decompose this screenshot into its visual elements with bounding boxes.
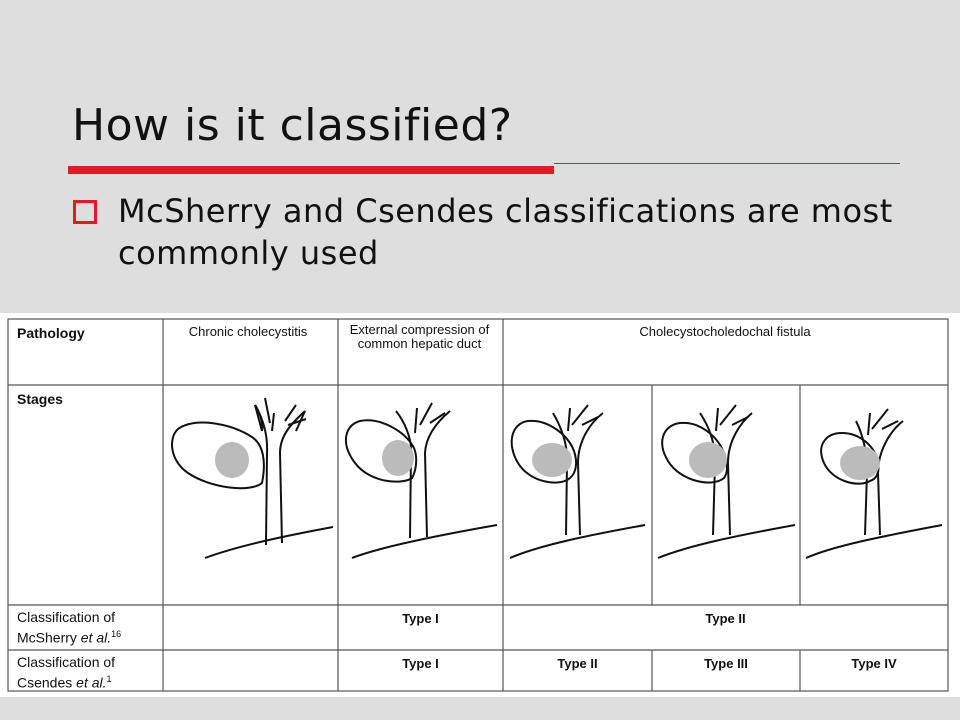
bullet-text: McSherry and Csendes classifications are most commonly used bbox=[118, 192, 893, 272]
title-underline-thin bbox=[554, 163, 900, 164]
slide-title: How is it classified? bbox=[72, 100, 513, 151]
mcsherry-type-b: Type II bbox=[705, 611, 746, 626]
stage-3-drawing bbox=[510, 405, 645, 558]
classification-figure bbox=[0, 313, 960, 697]
stage-4-drawing bbox=[658, 405, 795, 558]
column-fistula: Cholecystocholedochal fistula bbox=[639, 324, 811, 339]
mcsherry-label: Classification of McSherry et al.$^{16}$ bbox=[17, 609, 122, 646]
csendes-label: Classification of Csendes et al.$^1$ bbox=[17, 654, 116, 691]
column-external-compression: External compression of common hepatic duct bbox=[349, 322, 490, 351]
csendes-type-4: Type IV bbox=[851, 656, 897, 671]
mcsherry-type-a: Type I bbox=[402, 611, 439, 626]
csendes-type-3: Type III bbox=[704, 656, 748, 671]
stage-1-drawing bbox=[172, 398, 333, 558]
stages-label: Stages bbox=[17, 391, 63, 407]
stage-5-drawing bbox=[806, 409, 942, 558]
column-chronic-cholecystitis: Chronic cholecystitis bbox=[188, 324, 308, 339]
csendes-type-1: Type I bbox=[402, 656, 439, 671]
stage-2-drawing bbox=[346, 403, 497, 558]
classification-table-grid bbox=[0, 313, 960, 697]
csendes-type-2: Type II bbox=[557, 656, 598, 671]
table-border bbox=[8, 319, 948, 691]
square-bullet-icon bbox=[73, 200, 97, 224]
title-underline-thick bbox=[68, 166, 554, 174]
pathology-label: Pathology bbox=[17, 325, 85, 341]
